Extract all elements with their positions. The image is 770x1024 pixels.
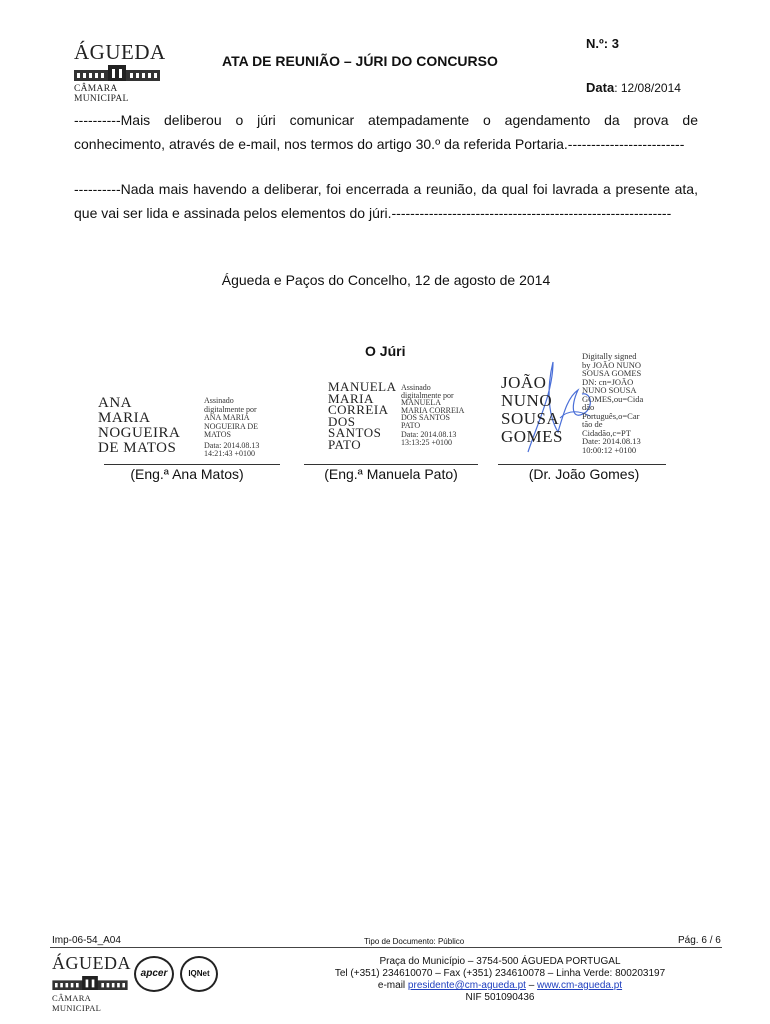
paragraph-1-line-1: ----------Mais deliberou o júri comunicar atempadamente o agendamento da prova de (74, 112, 698, 128)
document-number: N.º: 3 (586, 36, 619, 51)
footer-logo (52, 953, 132, 1013)
footer-website-link[interactable]: www.cm-agueda.pt (537, 980, 623, 991)
signature-block-joao (501, 374, 563, 446)
signature-name: JOÃO NUNO SOUSA GOMES (501, 373, 564, 446)
footer-logo-name: ÁGUEDA (52, 953, 131, 973)
footer-logo-subtitle: CÂMARA MUNICIPAL (52, 993, 102, 1013)
signature-line (304, 464, 478, 465)
apcer-label: apcer (140, 968, 168, 979)
jury-heading: O Júri (365, 343, 406, 359)
footer-contact (300, 956, 700, 1004)
iqnet-badge (180, 956, 218, 992)
iqnet-label: IQNet (188, 969, 210, 978)
paragraph-2-line-2: que vai ser lida e assinada pelos elementos do júri.------------------------------------------------------------ (74, 205, 672, 221)
place-date: Águeda e Paços do Concelho, 12 de agosto de 2014 (221, 272, 551, 288)
footer-email-web (300, 980, 700, 992)
date-value: : 12/08/2014 (614, 81, 681, 95)
footer-code: Imp-06-54_A04 (52, 935, 121, 946)
certification-logos (134, 956, 224, 992)
signature-line (104, 464, 280, 465)
paragraph-1-line-2: conhecimento, através de e-mail, nos termos do artigo 30.º da referida Portaria.------------------------- (74, 136, 685, 152)
footer-page-number: Pág. 6 / 6 (678, 935, 721, 946)
footer-address: Praça do Município – 3754-500 ÁGUEDA PORTUGAL (379, 956, 621, 967)
footer-email-link[interactable]: presidente@cm-agueda.pt (407, 980, 526, 991)
signature-caption: (Eng.ª Ana Matos) (130, 466, 244, 482)
signature-name: ANA MARIA NOGUEIRA DE MATOS (98, 395, 181, 456)
footer-divider (50, 947, 722, 948)
signature-caption: (Eng.ª Manuela Pato) (324, 466, 458, 482)
building-icon (74, 65, 160, 81)
header-logo (74, 40, 166, 104)
signature-caption: (Dr. João Gomes) (528, 466, 640, 482)
footer-email-label: e-mail (377, 980, 406, 991)
date-label: Data (586, 80, 615, 95)
document-title: ATA DE REUNIÃO – JÚRI DO CONCURSO (222, 53, 498, 69)
signature-line (498, 464, 666, 465)
signature-details: Digitally signed by JOÃO NUNO SOUSA GOMES DN: cn=JOÃO NUNO SOUSA GOMES,ou=Cida dão Português,o=Car tão de Cidadão,c=PT Date: 2014.08.13 10:00:12 +0100 (582, 351, 644, 455)
footer-phones: Tel (+351) 234610070 – Fax (+351) 234610078 – Linha Verde: 800203197 (334, 968, 666, 979)
footer-nif: NIF 501090436 (465, 992, 535, 1003)
signature-name: MANUELA MARIA CORREIA DOS SANTOS PATO (328, 379, 397, 452)
logo-name: ÁGUEDA (74, 40, 166, 64)
signature-details: Assinado digitalmente por MANUELA MARIA CORREIA DOS SANTOS PATO Data: 2014.08.13 13:13:25 +0100 (401, 383, 465, 447)
signature-block-manuela (328, 381, 397, 450)
signature-block-ana (98, 396, 180, 456)
signature-details: Assinado digitalmente por ANA MARIA NOGUEIRA DE MATOS Data: 2014.08.13 14:21:43 +0100 (204, 396, 260, 458)
document-date (586, 79, 681, 97)
footer-separator: – (528, 980, 535, 991)
paragraph-2-line-1: ----------Nada mais havendo a deliberar, foi encerrada a reunião, da qual foi lavrada a presente ata, (74, 181, 698, 197)
footer-doc-type: Tipo de Documento: Público (364, 937, 465, 946)
footer-building-icon (52, 976, 128, 990)
apcer-badge (134, 956, 174, 992)
logo-subtitle: CÂMARA MUNICIPAL (74, 84, 129, 104)
